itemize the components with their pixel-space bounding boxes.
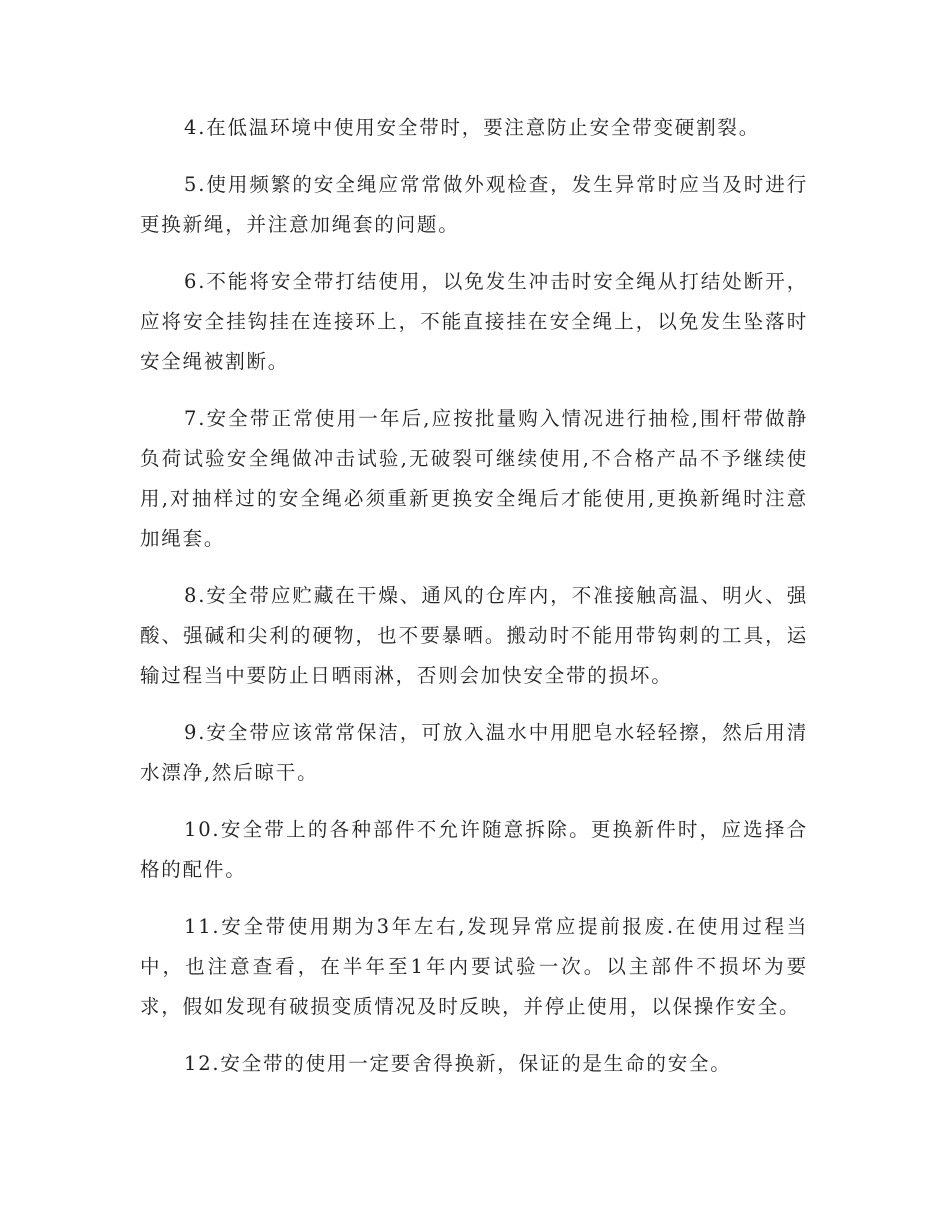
paragraph-item-5: 5.使用频繁的安全绳应常常做外观检查，发生异常时应当及时进行更换新绳，并注意加绳套的问题。 [140, 173, 808, 236]
paragraph-item-12: 12.安全带的使用一定要舍得换新，保证的是生命的安全。 [184, 1052, 732, 1075]
paragraph-item-6: 6.不能将安全带打结使用，以免发生冲击时安全绳从打结处断开，应将安全挂钩挂在连接环上，不能直接挂在安全绳上，以免发生坠落时安全绳被割断。 [140, 270, 808, 373]
paragraph-item-4: 4.在低温环境中使用安全带时，要注意防止安全带变硬割裂。 [184, 116, 761, 139]
paragraph-item-11: 11.安全带使用期为3年左右,发现异常应提前报废.在使用过程当中，也注意查看，在半年至1年内要试验一次。以主部件不损坏为要求，假如发现有破损变质情况及时反映，并停止使用，以保操作安全。 [140, 915, 808, 1018]
document-body [140, 108, 808, 1101]
paragraph-item-9: 9.安全带应该常常保洁，可放入温水中用肥皂水轻轻擦，然后用清水漂净,然后晾干。 [140, 721, 808, 784]
paragraph-item-10: 10.安全带上的各种部件不允许随意拆除。更换新件时，应选择合格的配件。 [140, 818, 808, 881]
paragraph-item-7: 7.安全带正常使用一年后,应按批量购入情况进行抽检,围杆带做静负荷试验安全绳做冲击试验,无破裂可继续使用,不合格产品不予继续使用,对抽样过的安全绳必须重新更换安全绳后才能使用,更换新绳时注意加绳套。 [140, 407, 808, 550]
paragraph-item-8: 8.安全带应贮藏在干燥、通风的仓库内，不准接触高温、明火、强酸、强碱和尖利的硬物，也不要暴晒。搬动时不能用带钩刺的工具，运输过程当中要防止日晒雨淋，否则会加快安全带的损坏。 [140, 584, 808, 687]
